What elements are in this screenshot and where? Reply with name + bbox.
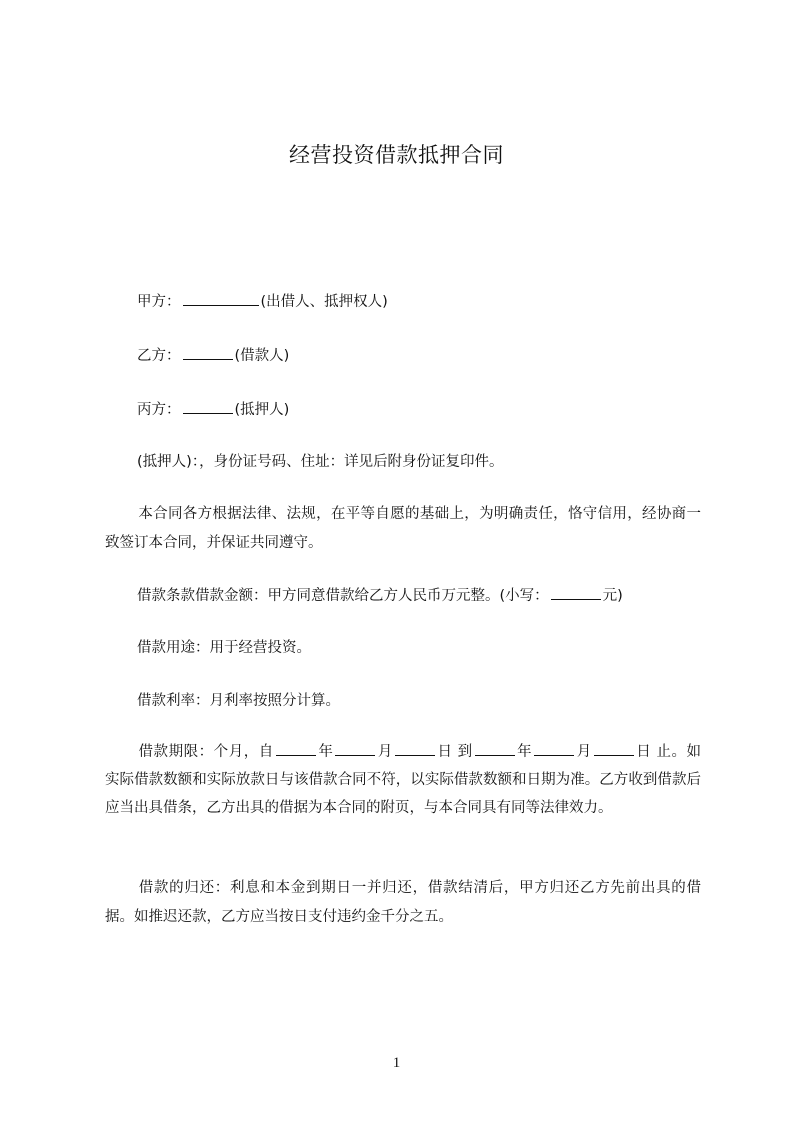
party-a-line — [137, 290, 388, 312]
loan-purpose-line: 借款用途：用于经营投资。 — [137, 640, 311, 656]
party-b-blank — [183, 344, 233, 360]
loan-amount-blank — [551, 584, 601, 600]
end-month-blank — [534, 740, 574, 756]
loan-term-prefix: 借款期限：个月，自 — [138, 744, 274, 760]
contract-title: 经营投资借款抵押合同 — [289, 143, 504, 167]
party-c-label: 丙方： — [137, 402, 181, 418]
party-b-note: (借款人) — [234, 348, 290, 364]
preamble-paragraph — [105, 500, 701, 558]
loan-term-paragraph — [105, 738, 701, 822]
start-month-blank — [335, 740, 375, 756]
mortgagor-line: (抵押人)：，身份证号码、住址：详见后附身份证复印件。 — [137, 454, 504, 470]
repayment-paragraph — [105, 874, 701, 932]
party-b-label: 乙方： — [137, 348, 181, 364]
end-day-blank — [594, 740, 634, 756]
end-year-blank — [475, 740, 515, 756]
end-month-label: 月 — [576, 744, 592, 760]
loan-amount-line — [137, 584, 623, 606]
loan-amount-text: 借款条款借款金额：甲方同意借款给乙方人民币万元整。(小写： — [137, 588, 549, 604]
stop-label: 止。 — [656, 744, 687, 760]
end-day-label: 日 — [635, 744, 652, 760]
to-label: 到 — [457, 744, 473, 760]
preamble-text: 本合同各方根据法律、法规，在平等自愿的基础上，为明确责任，恪守信用，经协商一致签订本合同，并保证共同遵守。 — [105, 506, 701, 551]
party-a-blank — [183, 290, 259, 306]
loan-amount-suffix: 元) — [602, 588, 623, 604]
end-year-label: 年 — [516, 744, 533, 760]
loan-term-rest: 如实际借款数额和实际放款日与该借款合同不符，以实际借款数额和日期为准。乙方收到借款后应当出具借条，乙方出具的借据为本合同的附页，与本合同具有同等法律效力。 — [105, 744, 702, 816]
party-b-line — [137, 344, 289, 366]
party-a-note: (出借人、抵押权人) — [260, 294, 388, 310]
start-month-label: 月 — [377, 744, 393, 760]
repayment-text: 借款的归还：利息和本金到期日一并归还，借款结清后，甲方归还乙方先前出具的借据。如推迟还款，乙方应当按日支付违约金千分之五。 — [105, 880, 701, 925]
start-day-blank — [395, 740, 435, 756]
party-a-label: 甲方： — [137, 294, 181, 310]
loan-rate-line: 借款利率：月利率按照分计算。 — [137, 693, 340, 709]
start-year-label: 年 — [317, 744, 334, 760]
party-c-blank — [183, 398, 233, 414]
party-c-note: (抵押人) — [234, 402, 290, 418]
party-c-line — [137, 398, 289, 420]
start-year-blank — [276, 740, 316, 756]
start-day-label: 日 — [436, 744, 453, 760]
page-number: 1 — [392, 1055, 401, 1071]
